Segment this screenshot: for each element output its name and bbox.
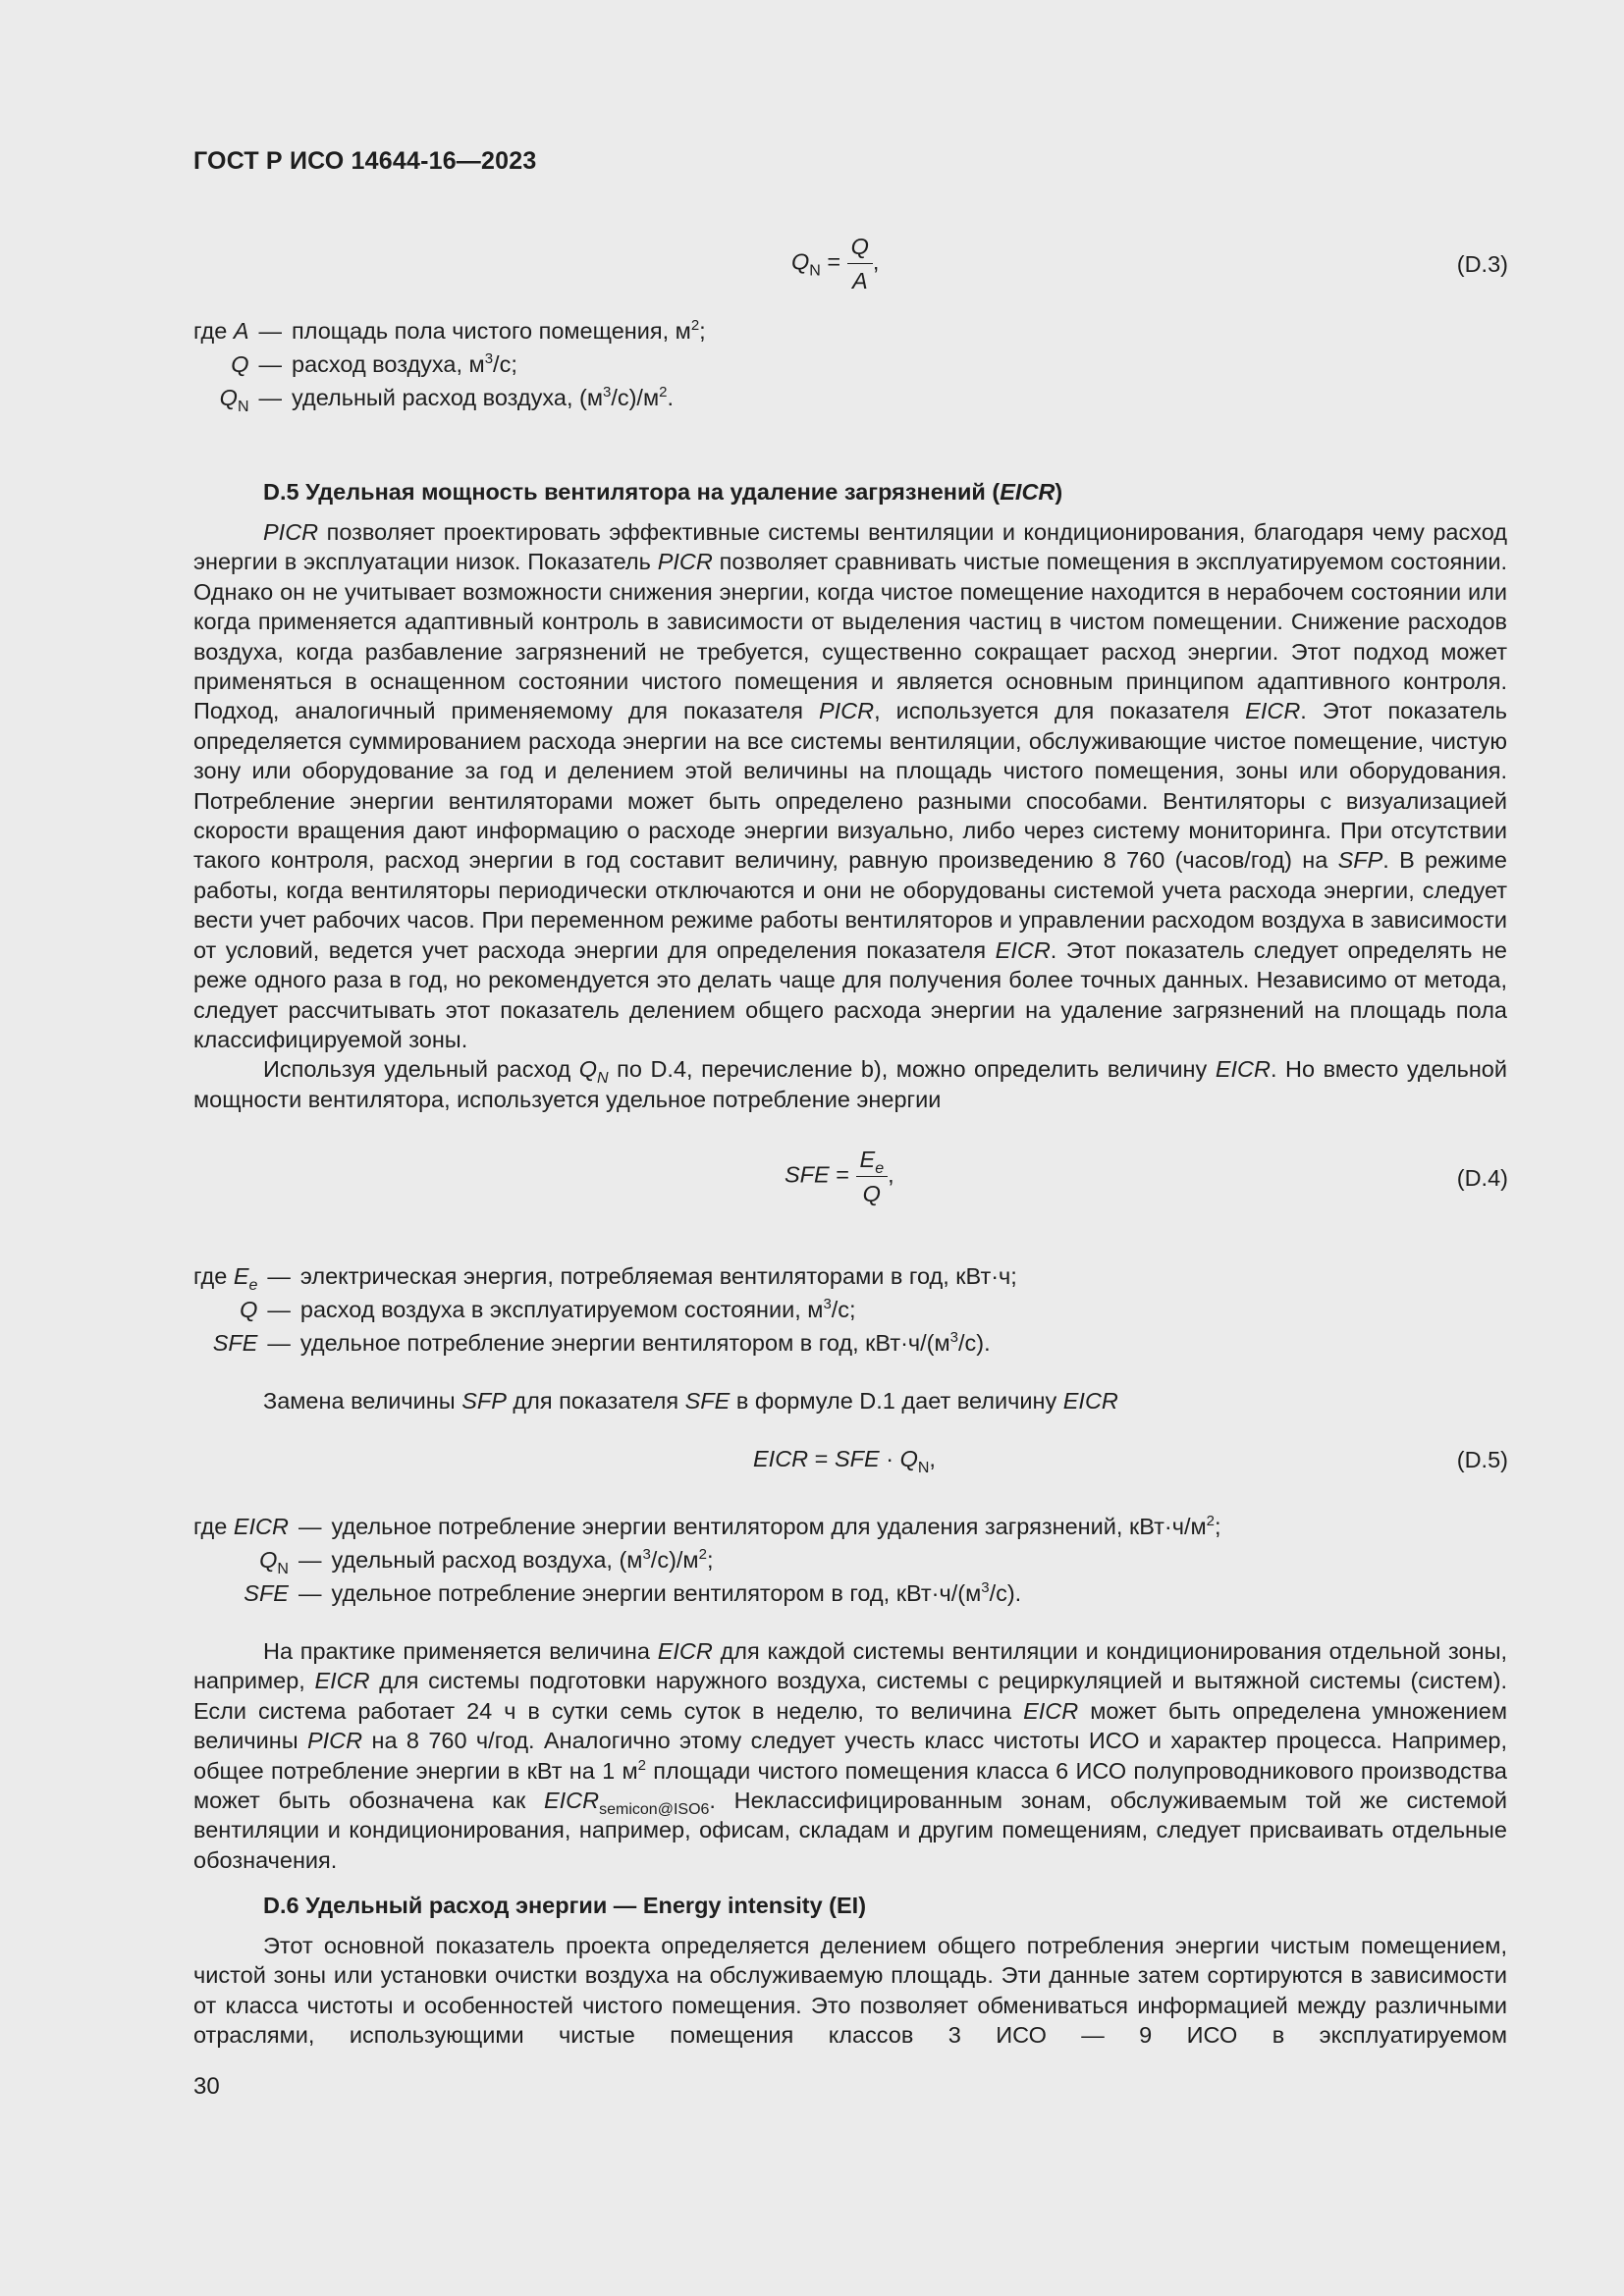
definition-row: Q — расход воздуха в эксплуатируемом состоянии, $м^3/с$; xyxy=(240,1296,856,1322)
equation-d3: $Q_N$ = $\frac{Q}{A}$ , xyxy=(791,230,879,297)
equation-d4: SFE = $\frac{E_e}{Q}$ , xyxy=(785,1143,894,1210)
definition-row: SFE — удельное потребление энергии вентилятором в год, $кВт\cdot ч/(м^3/с)$. xyxy=(244,1579,1022,1606)
fraction: $\frac{E_e}{Q}$ xyxy=(856,1143,889,1210)
definition-row: Q — расход воздуха, $м^3/с$; xyxy=(231,350,517,377)
section-heading-d6: D.6 Удельный расход энергии — Energy intensity (EI) xyxy=(263,1893,867,1918)
section-heading-d5: D.5 Удельная мощность вентилятора на удаление загрязнений (EICR) xyxy=(263,479,1063,505)
fraction: $\frac{Q}{A}$ xyxy=(847,230,873,297)
definitions-d3 xyxy=(193,314,706,414)
page-number: 30 xyxy=(193,2073,220,2100)
definition-row: где EICR — удельное потребление энергии вентилятором для удаления загрязнений, $кВт\cdot ч/м^2$; xyxy=(193,1513,1221,1539)
definition-row: где A — площадь пола чистого помещения, $м^2$; xyxy=(193,317,706,344)
definitions-d5 xyxy=(193,1510,1221,1610)
equation-number-d4: (D.4) xyxy=(1456,1165,1508,1191)
paragraph: PICR позволяет проектировать эффективные системы вентиляции и кондиционирования, благодаря чему расход энергии в эксплуатации низок. Показатель PICR позволяет сравнивать чистые помещения в эксплуатируемом состоянии. Однако он не учитывает возможности снижения энергии, когда чистое помещение находится в нерабочем состоянии или когда применяется адаптивный контроль в зависимости от выделения частиц в чистом помещении. Снижение расходов воздуха, когда разбавление загрязнений не требуется, существенно сокращает расход энергии. Этот подход может применяться в оснащенном состоянии чистого помещения и является основным принципом адаптивного контроля. Подход, аналогичный применяемому для показателя PICR, используется для показателя EICR. Этот показатель определяется суммированием расхода энергии на все системы вентиляции, обслуживающие чистое помещение, чистую зону или оборудование за год и делением этой величины на площадь чистого помещения, зоны или оборудования. Потребление энергии вентиляторами может быть определено разными способами. Вентиляторы с визуализацией скорости вращения дают информацию о расходе энергии визуально, либо через систему мониторинга. При отсутствии такого контроля, расход энергии в год составит величину, равную произведению 8 760 (часов/год) на SFP. В режиме работы, когда вентиляторы периодически отключаются и они не оборудованы системой учета расхода энергии, следует вести учет рабочих часов. При переменном режиме работы вентиляторов и управлении расходом воздуха в зависимости от условий, ведется учет расхода энергии для определения показателя EICR. Этот показатель следует определять не реже одного раза в год, но рекомендуется это делать чаще для получения более точных данных. Независимо от метода, следует рассчитывать этот показатель делением общего расхода энергии на удаление загрязнений на площадь пола классифицируемой зоны. xyxy=(193,519,1508,1052)
equation-number-d3: (D.3) xyxy=(1456,251,1508,277)
paragraph-practice: На практике применяется величина EICR для каждой системы вентиляции и кондиционирования отдельной зоны, например, EICR для системы подготовки наружного воздуха, системы с рециркуляцией и вытяжной системы (систем). Если система работает 24 ч в сутки семь суток в неделю, то величина EICR может быть определена умножением величины PICR на 8 760 ч/год. Аналогично этому следует учесть класс чистоты ИСО и характер процесса. Например, общее потребление энергии в кВт на 1 $м^2$ площади чистого помещения класса 6 ИСО полупроводникового производства может быть обозначена как $EICR_{semicon@ISO6}$. Неклассифицированным зонам, обслуживаемым той же системой вентиляции и кондиционирования, например, офисам, складам и другим помещениям, следует присваивать отдельные обозначения. xyxy=(193,1638,1508,1873)
equation-d5: EICR = SFE · $Q_N$, xyxy=(753,1446,936,1476)
definition-row: $Q_N$ — удельный расход воздуха, $(м^3/с)/м^2$. xyxy=(219,384,674,415)
definitions-d4 xyxy=(193,1259,1017,1360)
definition-row: $Q_N$ — удельный расход воздуха, $(м^3/с)/м^2$; xyxy=(259,1546,714,1577)
paragraph: Этот основной показатель проекта определяется делением общего потребления энергии чистым помещением, чистой зоны или установки очистки воздуха на обслуживаемую площадь. Эти данные затем сортируются в зависимости от класса чистоты и особенностей чистого помещения. Это позволяет обмениваться информацией между различными отраслями, использующими чистые помещения классов 3 ИСО — 9 ИСО в эксплуатируемом xyxy=(193,1933,1507,2049)
paragraph: Используя удельный расход $Q_N$ по D.4, перечисление b), можно определить величину EICR. Но вместо удельной мощности вентилятора, используется удельное потребление энергии xyxy=(193,1056,1507,1112)
section-d5-body xyxy=(193,517,1507,1114)
document-header: ГОСТ Р ИСО 14644-16—2023 xyxy=(193,147,537,175)
definition-row: SFE — удельное потребление энергии вентилятором в год, $кВт\cdot ч/(м^3/с)$. xyxy=(212,1329,991,1356)
paragraph-before-d5: Замена величины SFP для показателя SFE в формуле D.1 дает величину EICR xyxy=(263,1388,1118,1414)
section-d6-body xyxy=(193,1931,1507,2051)
definition-row: где $E_e$ — электрическая энергия, потребляемая вентиляторами в год, кВт·ч; xyxy=(193,1263,1017,1294)
equation-number-d5: (D.5) xyxy=(1456,1447,1508,1472)
